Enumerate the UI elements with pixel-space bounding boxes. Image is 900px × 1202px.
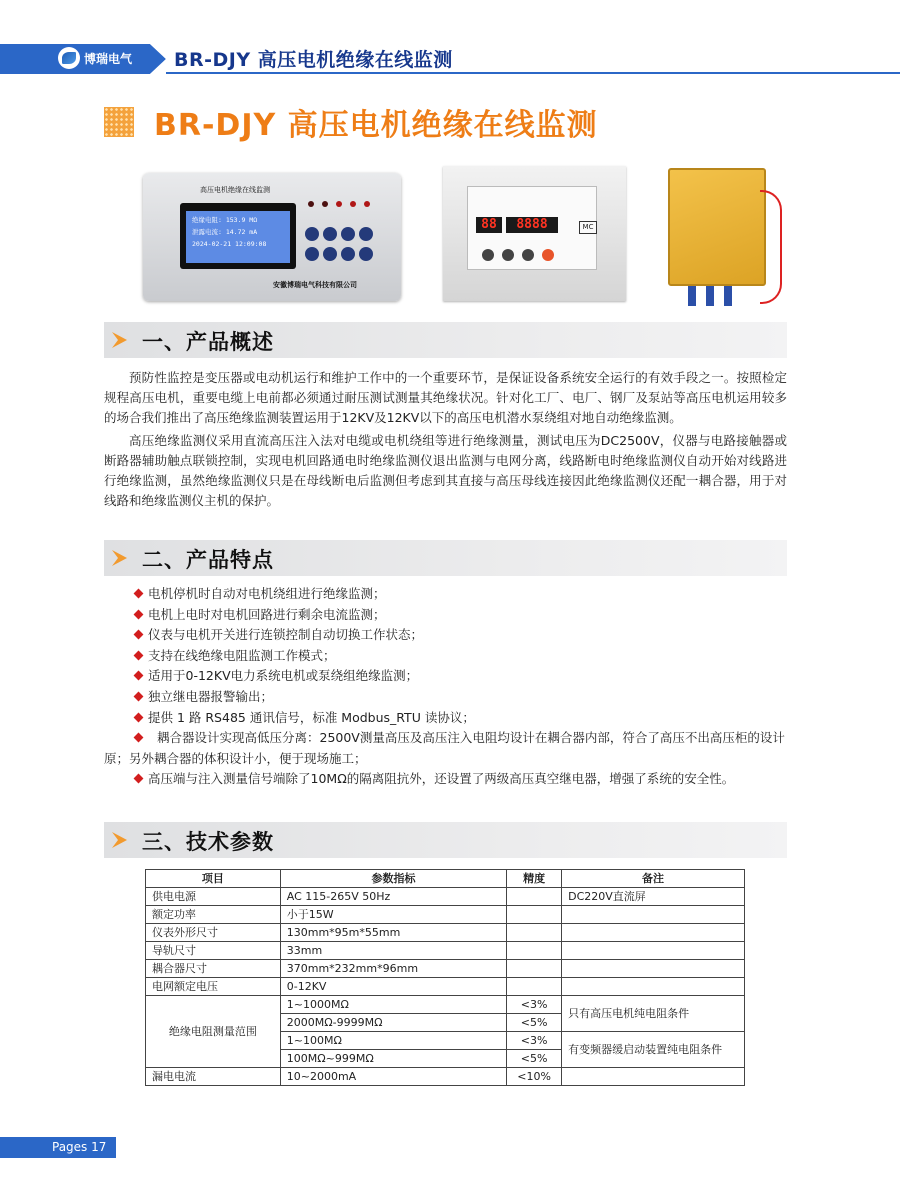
logo-text: 博瑞电气 <box>84 51 133 66</box>
list-item: 支持在线绝缘电阻监测工作模式； <box>104 646 787 667</box>
chevron-right-icon <box>110 549 128 567</box>
diamond-bullet-icon <box>134 609 144 619</box>
cell-param: 0-12KV <box>280 978 506 996</box>
cell-note <box>562 1068 745 1086</box>
section-title: 三、技术参数 <box>142 830 274 854</box>
section-header-specs <box>104 822 787 858</box>
page-header <box>0 0 900 80</box>
cell-precision <box>507 942 562 960</box>
meter-button-icon <box>542 249 554 261</box>
led-icon <box>336 201 342 207</box>
table-row <box>146 960 745 978</box>
title-square-icon <box>104 107 134 137</box>
key-icon <box>323 227 337 241</box>
diamond-bullet-icon <box>134 671 144 681</box>
cell-item: 额定功率 <box>146 906 281 924</box>
key-icon <box>359 247 373 261</box>
product-image-coupler <box>668 168 766 286</box>
column-header: 精度 <box>507 870 562 888</box>
list-item: 电机停机时自动对电机绕组进行绝缘监测； <box>104 584 787 605</box>
key-icon <box>359 227 373 241</box>
led-icon <box>364 201 370 207</box>
overview-paragraph: 高压绝缘监测仪采用直流高压注入法对电缆或电机绕组等进行绝缘测量，测试电压为DC2500V，仪器与电路接触器或断路器辅助触点联锁控制，实现电机回路通电时绝缘监测仪退出监测与电网分离，线路断电时绝缘监测仪自动开始对线路进行绝缘监测，虽然绝缘监测仪只是在母线断电后监测但考虑到其直接与高压母线连接因此绝缘监测仪还配一耦合器，用于对线路和绝缘监测仪主机的保护。 <box>104 433 787 508</box>
device-lcd <box>180 203 296 269</box>
spec-table <box>145 869 745 1086</box>
section-header-features <box>104 540 787 576</box>
led-icon <box>322 201 328 207</box>
cell-precision: <10% <box>507 1068 562 1086</box>
cell-note <box>562 906 745 924</box>
chevron-right-icon <box>110 831 128 849</box>
cell-precision <box>507 960 562 978</box>
lcd-line: 绝缘电阻: 153.9 MΩ <box>192 216 258 224</box>
cell-param: 33mm <box>280 942 506 960</box>
cell-precision: <3% <box>507 996 562 1014</box>
main-title <box>104 100 598 144</box>
key-icon <box>305 247 319 261</box>
diamond-bullet-icon <box>134 650 144 660</box>
cell-precision: <5% <box>507 1014 562 1032</box>
logo-mark-icon <box>58 47 80 69</box>
diamond-bullet-icon <box>134 630 144 640</box>
cell-item: 漏电电流 <box>146 1068 281 1086</box>
device-keypad <box>305 227 373 261</box>
list-item: 适用于0-12KV电力系统电机或泵绕组绝缘监测； <box>104 666 787 687</box>
plug-icon <box>724 286 732 306</box>
cell-note: DC220V直流屏 <box>562 888 745 906</box>
cell-param: 小于15W <box>280 906 506 924</box>
diamond-bullet-icon <box>134 733 144 743</box>
cell-param: 2000MΩ-9999MΩ <box>280 1014 506 1032</box>
cell-precision: <5% <box>507 1050 562 1068</box>
table-row <box>146 888 745 906</box>
cell-item: 绝缘电阻测量范围 <box>146 996 281 1068</box>
cell-note <box>562 924 745 942</box>
cell-param: AC 115-265V 50Hz <box>280 888 506 906</box>
section-title: 一、产品概述 <box>142 330 274 354</box>
key-icon <box>341 227 355 241</box>
company-logo <box>58 46 132 70</box>
list-item: 独立继电器报警输出； <box>104 687 787 708</box>
column-header: 参数指标 <box>280 870 506 888</box>
header-title: BR-DJY 高压电机绝缘在线监测 <box>174 49 453 71</box>
meter-mark: MC <box>579 221 597 234</box>
product-image-monitor <box>143 173 401 301</box>
device-company: 安徽博瑞电气科技有限公司 <box>273 281 357 289</box>
section-header-overview <box>104 322 787 358</box>
table-row <box>146 942 745 960</box>
device-leds <box>308 201 370 207</box>
section-title: 二、产品特点 <box>142 548 274 572</box>
cell-note <box>562 942 745 960</box>
cell-precision <box>507 978 562 996</box>
meter-button-icon <box>502 249 514 261</box>
cell-item: 仪表外形尺寸 <box>146 924 281 942</box>
led-icon <box>350 201 356 207</box>
cell-item: 供电电源 <box>146 888 281 906</box>
overview-paragraph: 预防性监控是变压器或电动机运行和维护工作中的一个重要环节，是保证设备系统安全运行的有效手段之一。按照检定规程高压电机，重要电缆上电前都必须通过耐压测试测量其绝缘状况。针对化工厂、电厂、钢厂及泵站等高压电机运用较多的场合我们推出了高压绝缘监测装置运用于12KV及12KV以下的高压电机潜水泵绕组对地自动绝缘监测。 <box>104 370 787 425</box>
seg-display: 88 <box>476 217 502 233</box>
table-row <box>146 1068 745 1086</box>
meter-button-icon <box>522 249 534 261</box>
led-icon <box>308 201 314 207</box>
page-number: Pages 17 <box>52 1140 107 1154</box>
meter-button-icon <box>482 249 494 261</box>
key-icon <box>323 247 337 261</box>
list-item: 耦合器设计实现高低压分离：2500V测量高压及高压注入电阻均设计在耦合器内部，符合了高压不出高压柜的设计原；另外耦合器的体积设计小，便于现场施工； <box>104 730 785 766</box>
cell-param: 1~100MΩ <box>280 1032 506 1050</box>
page-footer <box>0 1137 116 1158</box>
chevron-right-icon <box>110 331 128 349</box>
cell-item: 导轨尺寸 <box>146 942 281 960</box>
key-icon <box>341 247 355 261</box>
lcd-line: 2024-02-21 12:09:08 <box>192 240 267 248</box>
cell-item: 电网额定电压 <box>146 978 281 996</box>
table-row <box>146 924 745 942</box>
plug-icon <box>688 286 696 306</box>
cell-param: 1~1000MΩ <box>280 996 506 1014</box>
diamond-bullet-icon <box>134 712 144 722</box>
key-icon <box>305 227 319 241</box>
cell-precision <box>507 924 562 942</box>
cell-note <box>562 960 745 978</box>
feature-list <box>104 584 787 790</box>
cell-note: 只有高压电机纯电阻条件 <box>562 996 745 1032</box>
main-title-text: BR-DJY 高压电机绝缘在线监测 <box>154 108 598 143</box>
device-label: 高压电机绝缘在线监测 <box>200 186 270 194</box>
list-item: 提供 1 路 RS485 通讯信号，标准 Modbus_RTU 读协议； <box>104 708 787 729</box>
wire-icon <box>760 190 782 304</box>
cell-precision <box>507 906 562 924</box>
cell-note: 有变频器缓启动装置纯电阻条件 <box>562 1032 745 1068</box>
list-item: 仪表与电机开关进行连锁控制自动切换工作状态； <box>104 625 787 646</box>
table-row <box>146 978 745 996</box>
cell-param: 130mm*95m*55mm <box>280 924 506 942</box>
cell-param: 10~2000mA <box>280 1068 506 1086</box>
table-header-row <box>146 870 745 888</box>
cell-precision: <3% <box>507 1032 562 1050</box>
table-row <box>146 906 745 924</box>
diamond-bullet-icon <box>134 589 144 599</box>
meter-face <box>467 186 597 270</box>
diamond-bullet-icon <box>134 774 144 784</box>
cell-param: 370mm*232mm*96mm <box>280 960 506 978</box>
cell-note <box>562 978 745 996</box>
list-item: 高压端与注入测量信号端除了10MΩ的隔离阻抗外，还设置了两级高压真空继电器，增强了系统的安全性。 <box>104 769 787 790</box>
cell-item: 耦合器尺寸 <box>146 960 281 978</box>
lcd-line: 泄露电流: 14.72 mA <box>192 228 258 236</box>
cell-param: 100MΩ~999MΩ <box>280 1050 506 1068</box>
column-header: 备注 <box>562 870 745 888</box>
plug-icon <box>706 286 714 306</box>
cell-precision <box>507 888 562 906</box>
column-header: 项目 <box>146 870 281 888</box>
seg-display: 8888 <box>506 217 558 233</box>
list-item: 电机上电时对电机回路进行剩余电流监测； <box>104 605 787 626</box>
diamond-bullet-icon <box>134 692 144 702</box>
product-image-din-meter <box>443 166 626 301</box>
table-row <box>146 996 745 1014</box>
